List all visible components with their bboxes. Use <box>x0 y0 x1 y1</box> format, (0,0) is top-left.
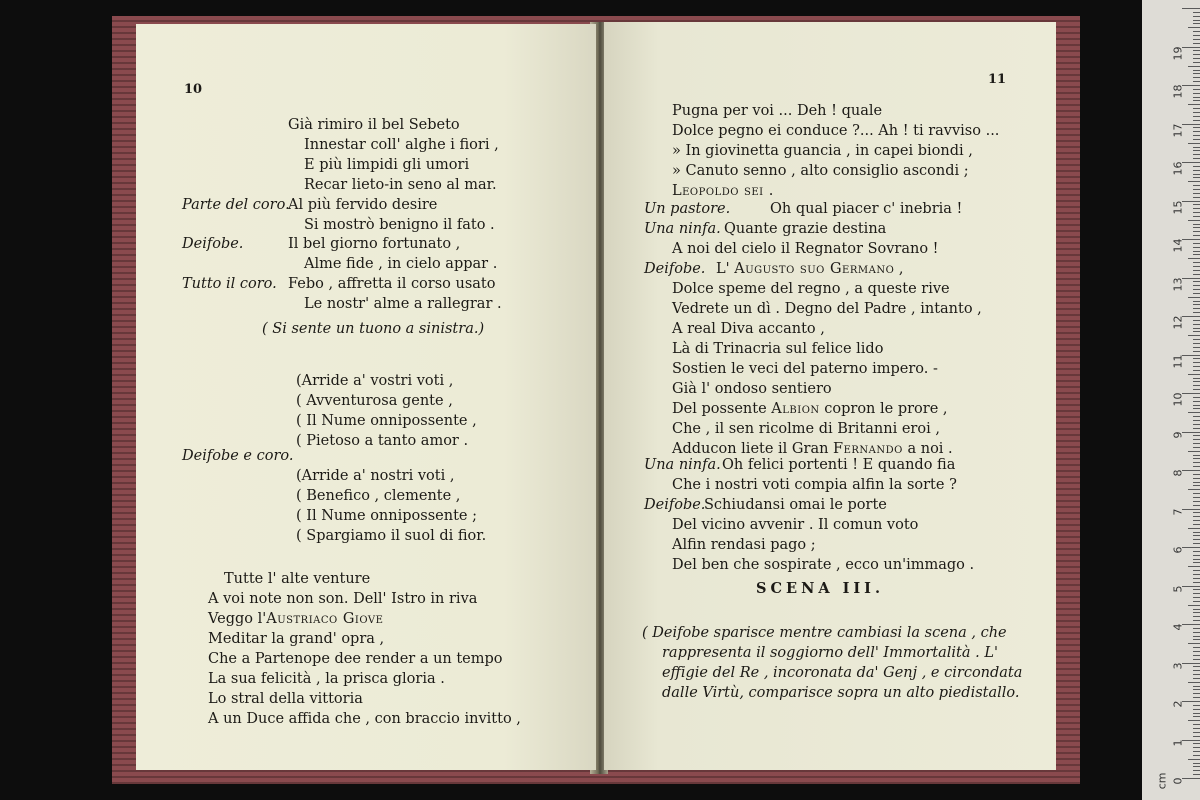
text-line: (Arride a' nostri voti , <box>296 468 455 484</box>
ruler-tick <box>1188 297 1200 298</box>
ruler-tick <box>1193 609 1200 610</box>
stage-direction-line: dalle Virtù, comparisce sopra un alto piedistallo. <box>662 685 1020 701</box>
ruler-tick <box>1193 139 1200 140</box>
ruler-tick <box>1193 763 1200 764</box>
text-line: (Arride a' vostri voti , <box>296 373 454 389</box>
ruler-tick <box>1182 85 1200 86</box>
text-line: » In giovinetta guancia , in capei biondi , <box>672 143 973 159</box>
ruler-tick <box>1188 566 1200 567</box>
ruler-tick <box>1182 278 1200 279</box>
text-line: Leopoldo sei . <box>672 183 774 199</box>
text-line: Febo , affretta il corso usato <box>288 276 496 292</box>
text-line: A real Diva accanto , <box>672 321 825 337</box>
text-line: Schiudansi omai le porte <box>704 497 887 513</box>
ruler-tick <box>1193 378 1200 379</box>
ruler-tick <box>1193 616 1200 617</box>
ruler-tick <box>1193 405 1200 406</box>
ruler-tick <box>1193 428 1200 429</box>
ruler-tick <box>1193 50 1200 51</box>
ruler-tick <box>1193 339 1200 340</box>
ruler-tick <box>1193 93 1200 94</box>
ruler-tick <box>1193 535 1200 536</box>
ruler-tick <box>1188 258 1200 259</box>
text-line: ( Avventurosa gente , <box>296 393 453 409</box>
text-line: Recar lieto-in seno al mar. <box>304 177 497 193</box>
ruler-tick <box>1193 651 1200 652</box>
ruler-number: 5 <box>1171 585 1185 592</box>
ruler-tick <box>1193 312 1200 313</box>
ruler-tick <box>1182 663 1200 664</box>
ruler-tick <box>1193 478 1200 479</box>
ruler-tick <box>1193 58 1200 59</box>
ruler-tick <box>1188 682 1200 683</box>
ruler-tick <box>1193 524 1200 525</box>
ruler-tick <box>1193 532 1200 533</box>
ruler-tick <box>1193 150 1200 151</box>
ruler-tick <box>1188 27 1200 28</box>
ruler-tick <box>1193 39 1200 40</box>
text-line: ( Benefico , clemente , <box>296 488 461 504</box>
ruler-tick <box>1193 208 1200 209</box>
ruler-tick <box>1193 31 1200 32</box>
ruler-tick <box>1193 485 1200 486</box>
text-line: Adducon liete il Gran Fernando a noi . <box>672 441 953 457</box>
text-line: Meditar la grand' opra , <box>208 631 385 647</box>
speaker-label: Un pastore. <box>644 201 731 217</box>
text-line: ( Il Nume onnipossente ; <box>296 508 477 524</box>
ruler-tick <box>1182 316 1200 317</box>
ruler-tick <box>1193 551 1200 552</box>
ruler-tick <box>1193 747 1200 748</box>
ruler-tick <box>1188 412 1200 413</box>
ruler-tick <box>1193 458 1200 459</box>
ruler-tick <box>1193 555 1200 556</box>
text-line: Già l' ondoso sentiero <box>672 381 832 397</box>
ruler-tick <box>1193 158 1200 159</box>
ruler-tick <box>1193 189 1200 190</box>
ruler-tick <box>1193 512 1200 513</box>
ruler-tick <box>1193 358 1200 359</box>
speaker-label: Deifobe. <box>644 497 706 513</box>
ruler-tick <box>1193 593 1200 594</box>
text-line: Già rimiro il bel Sebeto <box>288 117 460 133</box>
ruler-tick <box>1193 636 1200 637</box>
ruler-unit: cm <box>1155 772 1169 790</box>
text-line: Dolce speme del regno , a queste rive <box>672 281 950 297</box>
ruler-tick <box>1193 304 1200 305</box>
text-line: Pugna per voi ... Deh ! quale <box>672 103 883 119</box>
ruler-tick <box>1182 509 1200 510</box>
ruler-tick <box>1193 716 1200 717</box>
ruler-tick <box>1193 674 1200 675</box>
ruler-tick <box>1193 612 1200 613</box>
ruler-tick <box>1193 589 1200 590</box>
ruler-tick <box>1193 35 1200 36</box>
ruler-tick <box>1193 154 1200 155</box>
ruler-tick <box>1188 759 1200 760</box>
ruler-tick <box>1193 362 1200 363</box>
ruler-number: 6 <box>1171 546 1185 554</box>
speaker-label: Deifobe. <box>644 261 706 277</box>
ruler-number: 7 <box>1171 508 1185 515</box>
ruler-tick <box>1182 740 1200 741</box>
ruler-tick <box>1193 447 1200 448</box>
text-line: Del ben che sospirate , ecco un'immago . <box>672 557 975 573</box>
ruler-tick <box>1193 493 1200 494</box>
speaker-label: Parte del coro. <box>182 197 290 213</box>
ruler-tick <box>1193 743 1200 744</box>
ruler-tick <box>1193 331 1200 332</box>
ruler-tick <box>1193 670 1200 671</box>
ruler-number: 18 <box>1171 84 1185 99</box>
ruler-tick <box>1193 520 1200 521</box>
ruler-number: 8 <box>1171 469 1185 477</box>
ruler-tick <box>1193 308 1200 309</box>
ruler-tick <box>1182 470 1200 471</box>
ruler-tick <box>1193 54 1200 55</box>
text-line: Tutte l' alte venture <box>224 571 371 587</box>
ruler-tick <box>1193 397 1200 398</box>
ruler-tick <box>1193 247 1200 248</box>
ruler-tick <box>1193 659 1200 660</box>
ruler-tick <box>1193 231 1200 232</box>
text-line: La sua felicità , la prisca gloria . <box>208 671 445 687</box>
ruler-tick <box>1193 343 1200 344</box>
ruler-tick <box>1193 77 1200 78</box>
ruler-tick <box>1193 439 1200 440</box>
ruler-tick <box>1193 43 1200 44</box>
text-line: Le nostr' alme a rallegrar . <box>304 296 502 312</box>
ruler-tick <box>1193 639 1200 640</box>
ruler-tick <box>1193 628 1200 629</box>
stage-direction-line: rappresenta il soggiorno dell' Immortalità . L' <box>662 645 998 661</box>
ruler-tick <box>1182 47 1200 48</box>
ruler-tick <box>1193 539 1200 540</box>
ruler-tick <box>1193 89 1200 90</box>
ruler-number: 2 <box>1171 700 1185 708</box>
ruler-tick <box>1193 666 1200 667</box>
ruler-tick <box>1193 120 1200 121</box>
ruler-tick <box>1188 104 1200 105</box>
ruler-tick <box>1182 432 1200 433</box>
ruler-tick <box>1193 224 1200 225</box>
text-line: Il bel giorno fortunato , <box>288 236 461 252</box>
text-line: Alme fide , in cielo appar . <box>304 256 498 272</box>
speaker-label: Una ninfa. <box>644 457 721 473</box>
ruler-tick <box>1193 501 1200 502</box>
ruler-number: 19 <box>1171 46 1185 60</box>
ruler-tick <box>1193 736 1200 737</box>
ruler-number: 17 <box>1171 123 1185 137</box>
ruler-tick <box>1193 270 1200 271</box>
text-line: Oh felici portenti ! E quando fia <box>722 457 956 473</box>
ruler-tick <box>1193 262 1200 263</box>
ruler-tick <box>1182 547 1200 548</box>
text-line: A un Duce affida che , con braccio invitto , <box>208 711 521 727</box>
ruler-tick <box>1193 100 1200 101</box>
text-line: A noi del cielo il Regnator Sovrano ! <box>672 241 939 257</box>
ruler-number: 10 <box>1171 392 1185 407</box>
text-line: Dolce pegno ei conduce ?... Ah ! ti ravviso ... <box>672 123 1000 139</box>
ruler-tick <box>1193 678 1200 679</box>
ruler-tick <box>1193 351 1200 352</box>
ruler-tick <box>1193 251 1200 252</box>
ruler-tick <box>1193 709 1200 710</box>
ruler-tick <box>1193 420 1200 421</box>
ruler-tick <box>1193 705 1200 706</box>
ruler-tick <box>1188 643 1200 644</box>
ruler-tick <box>1193 755 1200 756</box>
text-line: Che a Partenope dee render a un tempo <box>208 651 503 667</box>
ruler-tick <box>1193 174 1200 175</box>
left-page <box>136 24 596 770</box>
ruler-tick <box>1193 147 1200 148</box>
ruler-tick <box>1193 324 1200 325</box>
ruler-tick <box>1193 693 1200 694</box>
ruler-tick <box>1193 647 1200 648</box>
ruler-tick <box>1193 328 1200 329</box>
ruler-tick <box>1193 466 1200 467</box>
ruler-tick <box>1193 689 1200 690</box>
ruler-number: 3 <box>1171 662 1185 669</box>
ruler-tick <box>1193 185 1200 186</box>
ruler-number: 16 <box>1171 161 1185 176</box>
ruler-tick <box>1193 770 1200 771</box>
ruler-tick <box>1188 220 1200 221</box>
text-line: ( Spargiamo il suol di fior. <box>296 528 487 544</box>
text-line: E più limpidi gli umori <box>304 157 470 173</box>
ruler-tick <box>1193 601 1200 602</box>
ruler-tick <box>1193 443 1200 444</box>
ruler-tick <box>1193 366 1200 367</box>
text-line: Che i nostri voti compia alfin la sorte ? <box>672 477 957 493</box>
ruler-tick <box>1193 204 1200 205</box>
ruler-number: 14 <box>1171 238 1185 253</box>
ruler-tick <box>1182 162 1200 163</box>
ruler-tick <box>1193 166 1200 167</box>
ruler-tick <box>1193 70 1200 71</box>
ruler-tick <box>1193 578 1200 579</box>
ruler-tick <box>1193 81 1200 82</box>
ruler-tick <box>1193 620 1200 621</box>
ruler-number: 1 <box>1171 739 1185 746</box>
ruler-tick <box>1193 381 1200 382</box>
text-line: Al più fervido desire <box>288 197 438 213</box>
ruler-tick <box>1188 66 1200 67</box>
ruler-tick <box>1193 274 1200 275</box>
ruler-tick <box>1182 8 1200 9</box>
ruler-tick <box>1193 570 1200 571</box>
ruler-number: 0 <box>1171 777 1185 785</box>
ruler-tick <box>1182 624 1200 625</box>
ruler-number: 13 <box>1171 277 1185 291</box>
ruler-tick <box>1193 131 1200 132</box>
text-line: Alfin rendasi pago ; <box>672 537 816 553</box>
ruler-tick <box>1193 389 1200 390</box>
ruler-tick <box>1188 143 1200 144</box>
ruler-number: 9 <box>1171 431 1185 438</box>
ruler-tick <box>1193 597 1200 598</box>
measuring-ruler <box>1142 0 1200 800</box>
stage-direction-line: ( Deifobe sparisce mentre cambiasi la scena , che <box>642 625 1007 641</box>
ruler-tick <box>1193 408 1200 409</box>
page-number: 11 <box>988 72 1007 87</box>
ruler-tick <box>1193 16 1200 17</box>
ruler-number: 11 <box>1171 354 1185 368</box>
ruler-tick <box>1193 23 1200 24</box>
ruler-number: 12 <box>1171 315 1185 330</box>
text-line: Vedrete un dì . Degno del Padre , intanto , <box>672 301 982 317</box>
text-line: A voi note non son. Dell' Istro in riva <box>208 591 478 607</box>
ruler-tick <box>1182 586 1200 587</box>
ruler-tick <box>1193 370 1200 371</box>
speaker-label: Deifobe e coro. <box>182 448 294 464</box>
ruler-tick <box>1188 451 1200 452</box>
ruler-tick <box>1193 632 1200 633</box>
ruler-tick <box>1193 574 1200 575</box>
ruler-tick <box>1193 474 1200 475</box>
ruler-tick <box>1193 697 1200 698</box>
ruler-tick <box>1193 281 1200 282</box>
speaker-label: Una ninfa. <box>644 221 721 237</box>
text-line: Quante grazie destina <box>724 221 887 237</box>
ruler-tick <box>1193 20 1200 21</box>
ruler-tick <box>1193 73 1200 74</box>
ruler-number: 15 <box>1171 200 1185 214</box>
ruler-tick <box>1193 562 1200 563</box>
ruler-tick <box>1193 347 1200 348</box>
ruler-tick <box>1193 543 1200 544</box>
ruler-number: 4 <box>1171 623 1185 631</box>
ruler-tick <box>1188 489 1200 490</box>
ruler-tick <box>1188 374 1200 375</box>
ruler-tick <box>1193 235 1200 236</box>
ruler-tick <box>1193 12 1200 13</box>
ruler-tick <box>1182 124 1200 125</box>
text-line: Veggo l'Austriaco Giove <box>208 611 384 627</box>
page-number: 10 <box>184 82 203 97</box>
ruler-tick <box>1193 197 1200 198</box>
text-line: L' Augusto suo Germano , <box>716 261 904 277</box>
text-line: Là di Trinacria sul felice lido <box>672 341 884 357</box>
speaker-label: Deifobe. <box>182 236 244 252</box>
scene-heading: SCENA III. <box>756 580 885 597</box>
ruler-tick <box>1188 335 1200 336</box>
ruler-tick <box>1188 181 1200 182</box>
ruler-tick <box>1193 135 1200 136</box>
text-line: Lo stral della vittoria <box>208 691 363 707</box>
ruler-tick <box>1188 605 1200 606</box>
ruler-tick <box>1193 766 1200 767</box>
ruler-tick <box>1193 686 1200 687</box>
ruler-tick <box>1193 216 1200 217</box>
ruler-tick <box>1193 774 1200 775</box>
ruler-tick <box>1193 243 1200 244</box>
ruler-tick <box>1193 193 1200 194</box>
ruler-tick <box>1193 108 1200 109</box>
ruler-tick <box>1193 266 1200 267</box>
ruler-tick <box>1193 732 1200 733</box>
ruler-tick <box>1193 285 1200 286</box>
ruler-tick <box>1193 728 1200 729</box>
ruler-tick <box>1193 116 1200 117</box>
ruler-tick <box>1182 201 1200 202</box>
ruler-tick <box>1193 112 1200 113</box>
ruler-tick <box>1193 385 1200 386</box>
ruler-tick <box>1193 97 1200 98</box>
ruler-tick <box>1193 462 1200 463</box>
ruler-tick <box>1193 455 1200 456</box>
ruler-tick <box>1193 713 1200 714</box>
ruler-tick <box>1193 127 1200 128</box>
ruler-tick <box>1182 239 1200 240</box>
ruler-tick <box>1193 254 1200 255</box>
text-line: Del vicino avvenir . Il comun voto <box>672 517 919 533</box>
ruler-tick <box>1193 751 1200 752</box>
stage-direction-line: effigie del Re , incoronata da' Genj , e circondata <box>662 665 1023 681</box>
text-line: Del possente Albion copron le prore , <box>672 401 948 417</box>
ruler-tick <box>1188 528 1200 529</box>
ruler-tick <box>1193 301 1200 302</box>
ruler-tick <box>1182 393 1200 394</box>
ruler-tick <box>1193 582 1200 583</box>
ruler-tick <box>1193 724 1200 725</box>
stage-direction: ( Si sente un tuono a sinistra.) <box>262 321 485 337</box>
ruler-tick <box>1193 289 1200 290</box>
ruler-tick <box>1193 424 1200 425</box>
ruler-tick <box>1193 416 1200 417</box>
ruler-tick <box>1193 505 1200 506</box>
right-page <box>604 22 1056 770</box>
ruler-tick <box>1182 355 1200 356</box>
ruler-tick <box>1193 170 1200 171</box>
text-line: ( Pietoso a tanto amor . <box>296 433 469 449</box>
ruler-tick <box>1193 62 1200 63</box>
ruler-tick <box>1193 482 1200 483</box>
ruler-tick <box>1193 320 1200 321</box>
text-line: Innestar coll' alghe i fiori , <box>304 137 499 153</box>
text-line: » Canuto senno , alto consiglio ascondi ; <box>672 163 969 179</box>
ruler-tick <box>1193 559 1200 560</box>
text-line: Sostien le veci del paterno impero. - <box>672 361 938 377</box>
ruler-tick <box>1193 177 1200 178</box>
ruler-tick <box>1193 516 1200 517</box>
ruler-tick <box>1193 401 1200 402</box>
ruler-tick <box>1193 293 1200 294</box>
ruler-tick <box>1193 435 1200 436</box>
ruler-tick <box>1182 701 1200 702</box>
text-line: Che , il sen ricolme di Britanni eroi , <box>672 421 940 437</box>
ruler-tick <box>1193 655 1200 656</box>
speaker-label: Tutto il coro. <box>182 276 277 292</box>
ruler-tick <box>1188 720 1200 721</box>
text-line: ( Il Nume onnipossente , <box>296 413 477 429</box>
ruler-tick <box>1193 497 1200 498</box>
text-line: Oh qual piacer c' inebria ! <box>770 201 963 217</box>
ruler-tick <box>1182 778 1200 779</box>
ruler-tick <box>1193 212 1200 213</box>
text-line: Si mostrò benigno il fato . <box>304 217 495 233</box>
ruler-tick <box>1193 227 1200 228</box>
